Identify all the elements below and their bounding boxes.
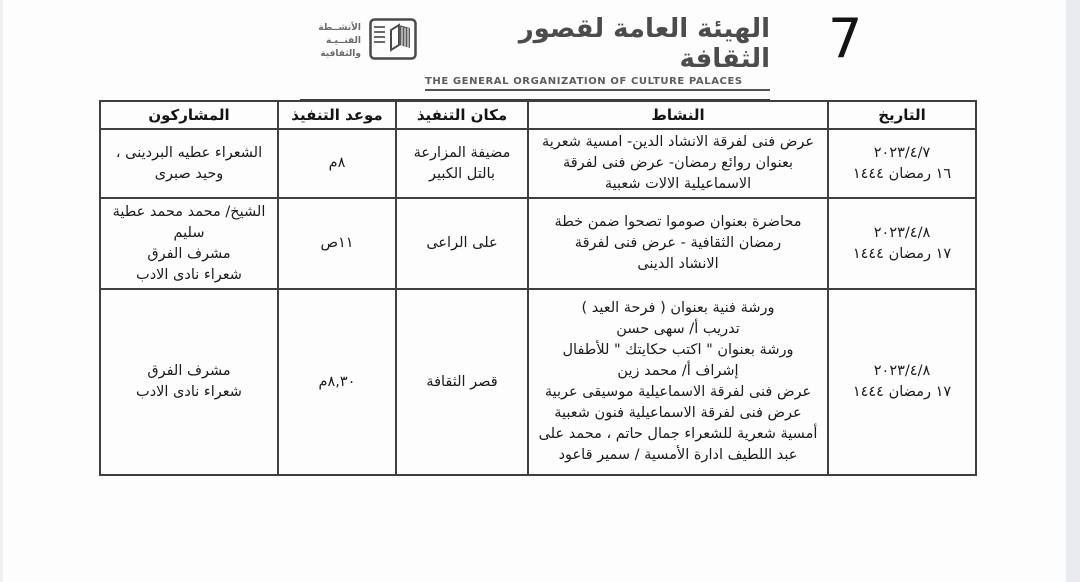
column-header: التاريخ bbox=[828, 101, 976, 129]
cell-line: محاضرة بعنوان صوموا تصحوا ضمن خطة bbox=[554, 214, 802, 230]
column-header: النشاط bbox=[528, 101, 828, 129]
cell-line: بعنوان روائع رمضان- عرض فنى لفرقة bbox=[562, 155, 794, 171]
letterhead bbox=[300, 14, 770, 94]
column-header: مكان التنفيذ bbox=[396, 101, 528, 129]
cell-line: وحيد صبرى bbox=[154, 165, 224, 182]
time-cell bbox=[278, 129, 396, 198]
cell-line: عرض فنى لفرقة الاسماعيلية فنون شعبية bbox=[554, 405, 802, 421]
table-row bbox=[100, 198, 976, 289]
column-header: المشاركون bbox=[100, 101, 278, 129]
cell-line: مشرف الفرق bbox=[147, 363, 231, 379]
cell-line: ٢٠٢٣/٤/٨ bbox=[873, 363, 931, 379]
organization-title-arabic: الهيئة العامة لقصور الثقافة bbox=[518, 14, 770, 74]
cell-line: ورشة فنية بعنوان ( فرحة العيد ) bbox=[581, 300, 775, 316]
cell-line: ٨م bbox=[328, 155, 346, 171]
cell-line: سليم bbox=[173, 224, 205, 241]
cell-line: على الراعى bbox=[426, 235, 498, 251]
participants-cell bbox=[100, 289, 278, 475]
cell-line: الانشاد الدينى bbox=[637, 256, 719, 272]
activity-cell bbox=[528, 289, 828, 475]
cell-line: ٨,٣٠م bbox=[318, 373, 356, 390]
date-cell bbox=[828, 289, 976, 475]
table-body bbox=[100, 129, 976, 475]
scan-edge-left bbox=[0, 0, 3, 582]
cell-line: ١٧ رمضان ١٤٤٤ bbox=[852, 384, 952, 400]
organization-title-block bbox=[425, 14, 770, 91]
date-cell bbox=[828, 198, 976, 289]
cell-line: إشراف أ/ محمد زين bbox=[617, 363, 739, 379]
cell-line: ١٧ رمضان ١٤٤٤ bbox=[852, 245, 952, 262]
table-header-row bbox=[100, 101, 976, 129]
column-header: موعد التنفيذ bbox=[278, 101, 396, 129]
table-row bbox=[100, 129, 976, 198]
participants-cell bbox=[100, 129, 278, 198]
cell-line: ٢٠٢٣/٤/٧ bbox=[873, 144, 931, 161]
place-cell bbox=[396, 129, 528, 198]
time-cell bbox=[278, 198, 396, 289]
participants-cell bbox=[100, 198, 278, 289]
cell-line: ١٦ رمضان ١٤٤٤ bbox=[852, 165, 952, 182]
place-cell bbox=[396, 198, 528, 289]
letterhead-side-text bbox=[300, 14, 361, 61]
cell-line: ١١ص bbox=[320, 235, 354, 251]
cell-line: شعراء نادى الادب bbox=[136, 266, 242, 283]
schedule-table bbox=[99, 100, 977, 476]
activity-cell bbox=[528, 198, 828, 289]
cell-line: ٢٠٢٣/٤/٨ bbox=[873, 224, 931, 241]
cell-line: بالتل الكبير bbox=[428, 165, 496, 182]
cell-line: الشعراء عطيه البردينى ، bbox=[115, 144, 263, 161]
cell-line: مشرف الفرق bbox=[147, 245, 231, 262]
cell-line: شعراء نادى الادب bbox=[136, 384, 242, 400]
organization-title-english: THE GENERAL ORGANIZATION OF CULTURE PALACES bbox=[424, 76, 743, 87]
cell-line: عرض فنى لفرقة الانشاد الدين- امسية شعرية bbox=[541, 134, 815, 150]
organization-logo-icon bbox=[369, 18, 417, 60]
place-cell bbox=[396, 289, 528, 475]
cell-line: عبد اللطيف ادارة الأمسية / سمير قاعود bbox=[558, 447, 798, 463]
cell-line: قصر الثقافة bbox=[426, 373, 498, 390]
cell-line: رمضان الثقافية - عرض فنى لفرقة bbox=[574, 235, 782, 251]
table-row bbox=[100, 289, 976, 475]
activity-cell bbox=[528, 129, 828, 198]
cell-line: ورشة بعنوان " اكتب حكايتك " للأطفال bbox=[562, 342, 794, 358]
date-cell bbox=[828, 129, 976, 198]
cell-line: الاسماعيلية الالات شعبية bbox=[604, 176, 752, 192]
time-cell bbox=[278, 289, 396, 475]
side-text-line: والثقافية bbox=[320, 49, 361, 59]
side-text-line: الأنشــطة bbox=[318, 23, 361, 33]
cell-line: تدريب أ/ سهى حسن bbox=[616, 321, 740, 337]
scan-edge-band bbox=[1066, 0, 1080, 582]
side-text-line: الفنــيـة bbox=[325, 36, 361, 46]
cell-line: عرض فنى لفرقة الاسماعيلية موسيقى عربية bbox=[544, 384, 812, 400]
cell-line: أمسية شعرية للشعراء جمال حاتم ، محمد على bbox=[538, 426, 818, 442]
cell-line: الشيخ/ محمد محمد عطية bbox=[112, 203, 266, 220]
page-number: 7 bbox=[828, 7, 863, 70]
cell-line: مضيفة المزارعة bbox=[413, 144, 511, 161]
